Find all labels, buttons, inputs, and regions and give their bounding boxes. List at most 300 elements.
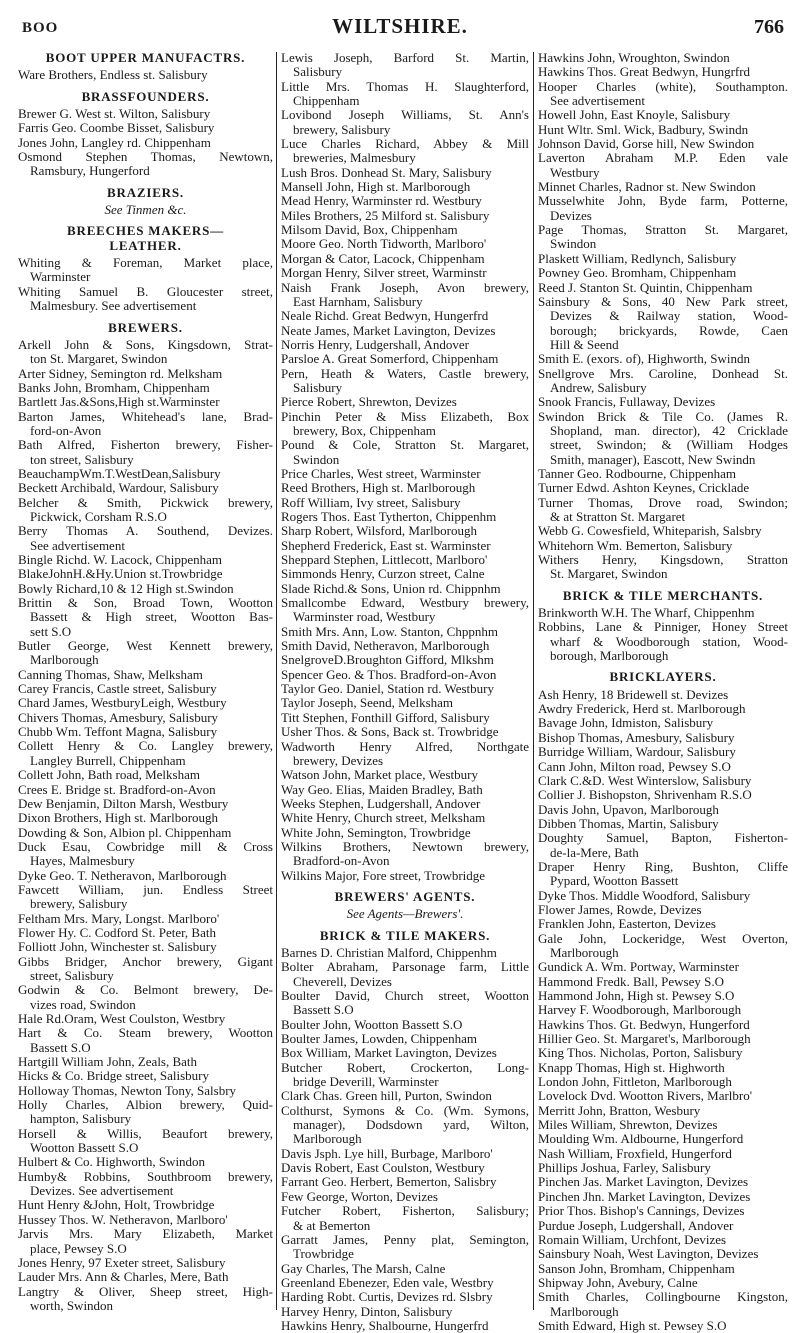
directory-entry (538, 295, 788, 352)
entry-line: Humby& Robbins, Southbroom brewery, (18, 1169, 273, 1184)
directory-entry (538, 194, 788, 223)
directory-entry (18, 1198, 273, 1212)
entry-line: Dyke Geo. T. Netheravon, Marlborough (18, 868, 227, 883)
entry-line: Warminster (30, 270, 91, 285)
directory-entry (281, 266, 529, 280)
directory-entry (18, 725, 273, 739)
trade-heading (18, 186, 273, 200)
entry-line: Garratt James, Penny plat, Semington, (281, 1232, 529, 1247)
entry-line: Smith, manager), Eascott, New Swindn (550, 452, 756, 467)
directory-entry (18, 883, 273, 912)
entry-line: Phillips Joshua, Farley, Salisbury (538, 1161, 711, 1176)
directory-entry (538, 1319, 788, 1333)
entry-line: Bath Alfred, Fisherton brewery, Fisher- (18, 438, 273, 453)
entry-line: Malmesbury. See advertisement (30, 299, 197, 314)
directory-entry (281, 324, 529, 338)
entry-line: Smallcombe Edward, Westbury brewery, (281, 596, 529, 611)
entry-line: & at Bemerton (293, 1218, 371, 1233)
entry-line: Chard James, WestburyLeigh, Westbury (18, 696, 227, 711)
entry-line: London John, Fittleton, Marlborough (538, 1075, 732, 1090)
entry-line: Lauder Mrs. Ann & Charles, Mere, Bath (18, 1270, 229, 1285)
entry-line: Hillier Geo. St. Margaret's, Marlborough (538, 1032, 751, 1047)
entry-line: Sainsbury Noah, West Lavington, Devizes (538, 1247, 759, 1262)
entry-line: King Thos. Nicholas, Porton, Salisbury (538, 1046, 743, 1061)
entry-line: BRASSFOUNDERS. (81, 88, 210, 104)
directory-entry (538, 702, 788, 716)
directory-entry (18, 797, 273, 811)
trade-heading (281, 890, 529, 904)
directory-entry (281, 1262, 529, 1276)
entry-line: borough, Marlborough (550, 649, 669, 664)
directory-entry (281, 1161, 529, 1175)
entry-line: Swindon (550, 237, 597, 252)
trade-heading (18, 90, 273, 104)
entry-line: Bassett S.O (30, 1040, 91, 1055)
directory-entry (18, 496, 273, 525)
directory-entry (538, 760, 788, 774)
trade-heading (18, 224, 273, 253)
directory-entry (281, 696, 529, 710)
directory-entry (18, 783, 273, 797)
entry-line: Whiting Samuel B. Gloucester street, (18, 284, 273, 299)
entry-line: Neale Richd. Great Bedwyn, Hungerfrd (281, 309, 489, 324)
directory-column-2 (281, 51, 529, 1333)
directory-entry (538, 1247, 788, 1261)
entry-line: Naish Frank Joseph, Avon brewery, (281, 280, 529, 295)
directory-entry (281, 668, 529, 682)
entry-line: Whiting & Foreman, Market place, (18, 256, 273, 271)
directory-entry (538, 731, 788, 745)
entry-line: Pinchin Peter & Miss Elizabeth, Box (281, 409, 529, 424)
entry-line: Hunt Henry &John, Holt, Trowbridge (18, 1198, 215, 1213)
entry-line: brewery, Devizes (293, 753, 384, 768)
directory-entry (18, 1069, 273, 1083)
directory-entry (18, 596, 273, 639)
entry-line: See Agents—Brewers'. (346, 906, 464, 922)
directory-entry (281, 553, 529, 567)
directory-entry (281, 481, 529, 495)
entry-line: borough; brickyards, Rowde, Caen (550, 323, 788, 338)
directory-entry (281, 209, 529, 223)
directory-entry (538, 1161, 788, 1175)
directory-entry (281, 1233, 529, 1262)
entry-line: BlakeJohnH.&Hy.Union st.Trowbridge (18, 567, 223, 582)
directory-entry (538, 1075, 788, 1089)
entry-line: Hartgill William John, Zeals, Bath (18, 1055, 198, 1070)
directory-entry (281, 1089, 529, 1103)
directory-entry (281, 367, 529, 396)
directory-entry (281, 1190, 529, 1204)
directory-entry (538, 1032, 788, 1046)
entry-line: Brinkworth W.H. The Wharf, Chippenhm (538, 606, 755, 621)
directory-entry (538, 860, 788, 889)
entry-line: Andrew, Salisbury (550, 380, 647, 395)
entry-line: Tanner Geo. Rodbourne, Chippenham (538, 466, 737, 481)
entry-line: Sheppard Stephen, Littlecott, Marlboro' (281, 553, 488, 568)
entry-line: Prior Thos. Bishop's Cannings, Devizes (538, 1204, 745, 1219)
directory-entry (18, 121, 273, 135)
entry-line: Romain William, Urchfont, Devizes (538, 1232, 727, 1247)
directory-entry (281, 740, 529, 769)
entry-line: Hammond John, High st. Pewsey S.O (538, 989, 735, 1003)
entry-line: Butler George, West Kennett brewery, (18, 639, 273, 654)
entry-line: Smith Mrs. Ann, Low. Stanton, Chppnhm (281, 624, 498, 639)
entry-line: Pierce Robert, Shrewton, Devizes (281, 395, 457, 410)
entry-line: Godwin & Co. Belmont brewery, De- (18, 983, 273, 998)
directory-entry (18, 1084, 273, 1098)
entry-line: Dowding & Son, Albion pl. Chippenham (18, 825, 232, 840)
entry-line: Carey Francis, Castle street, Salisbury (18, 682, 217, 697)
entry-line: sett S.O (30, 624, 72, 639)
directory-entry (538, 932, 788, 961)
directory-entry (281, 725, 529, 739)
entry-line: Crees E. Bridge st. Bradford-on-Avon (18, 782, 216, 797)
directory-entry (281, 826, 529, 840)
directory-entry (281, 237, 529, 251)
entry-line: Hayes, Malmesbury (30, 854, 135, 869)
entry-line: brewery, Box, Chippenham (293, 423, 436, 438)
entry-line: Belcher & Smith, Pickwick brewery, (18, 495, 273, 510)
entry-line: street, Salisbury (30, 968, 114, 983)
entry-line: brewery, Salisbury (293, 122, 391, 137)
entry-line: See advertisement (30, 538, 125, 553)
directory-entry (538, 1089, 788, 1103)
directory-entry (18, 1270, 273, 1284)
entry-line: Smith Edward, High st. Pewsey S.O (538, 1318, 727, 1333)
entry-line: Hawkins Thos. Gt. Bedwyn, Hungerford (538, 1017, 750, 1032)
directory-entry (18, 1170, 273, 1199)
directory-entry (538, 108, 788, 122)
directory-entry (538, 553, 788, 582)
directory-entry (538, 1018, 788, 1032)
entry-line: Bolter Abraham, Parsonage farm, Little (281, 960, 529, 975)
trade-heading (281, 929, 529, 943)
entry-line: Gale John, Lockeridge, West Overton, (538, 931, 788, 946)
entry-line: place, Pewsey S.O (30, 1241, 127, 1256)
entry-line: Smith Charles, Collingbourne Kingston, (538, 1290, 788, 1305)
entry-line: Smith David, Netheravon, Marlborough (281, 639, 490, 654)
entry-line: Jones John, Langley rd. Chippenham (18, 135, 211, 150)
entry-line: Roff William, Ivy street, Salisbury (281, 495, 461, 510)
entry-line: Draper Henry Ring, Bushton, Cliffe (538, 859, 788, 874)
directory-entry (281, 625, 529, 639)
entry-line: worth, Swindon (30, 1298, 114, 1313)
entry-line: Devizes & Railway station, Wood- (550, 309, 788, 324)
entry-line: Harvey Henry, Dinton, Salisbury (281, 1304, 453, 1319)
directory-entry (281, 1018, 529, 1032)
entry-line: de-la-Mere, Bath (550, 845, 639, 860)
directory-entry (18, 1155, 273, 1169)
entry-line: Burridge William, Wardour, Salisbury (538, 745, 736, 760)
directory-entry (18, 338, 273, 367)
entry-line: Powney Geo. Bromham, Chippenham (538, 266, 737, 281)
entry-line: Wilkins Brothers, Newtown brewery, (281, 839, 529, 854)
entry-line: Collett John, Bath road, Melksham (18, 768, 200, 783)
entry-line: BREECHES MAKERS— (67, 223, 224, 239)
directory-entry (281, 166, 529, 180)
column-divider (533, 52, 534, 1310)
entry-line: Hooper Charles (white), Southampton. (538, 79, 788, 94)
entry-line: Rogers Thos. East Tytherton, Chippenhm (281, 510, 497, 524)
entry-line: See Tinmen &c. (104, 202, 187, 218)
entry-line: Horsell & Willis, Beaufort brewery, (18, 1126, 273, 1141)
directory-entry (281, 410, 529, 439)
directory-entry (538, 367, 788, 396)
entry-line: Doughty Samuel, Bapton, Fisherton- (538, 831, 788, 846)
entry-line: Ramsbury, Hungerford (30, 164, 150, 179)
directory-entry (18, 682, 273, 696)
directory-entry (281, 1276, 529, 1290)
directory-entry (18, 395, 273, 409)
entry-line: Futcher Robert, Fisherton, Salisbury; (281, 1204, 529, 1219)
directory-entry (281, 438, 529, 467)
entry-line: bridge Deverill, Warminster (293, 1075, 439, 1090)
entry-line: Langtry & Oliver, Sheep street, High- (18, 1284, 273, 1299)
directory-entry (538, 180, 788, 194)
directory-entry (281, 653, 529, 667)
entry-line: Page Thomas, Stratton St. Margaret, (538, 223, 788, 238)
entry-line: Marlborough (550, 1304, 619, 1319)
entry-line: manager), Dodsdown yard, Wilton, (293, 1118, 529, 1133)
directory-entry (281, 1046, 529, 1060)
directory-entry (18, 582, 273, 596)
directory-entry (281, 352, 529, 366)
entry-line: Taylor Geo. Daniel, Station rd. Westbury (281, 682, 494, 697)
entry-line: Farris Geo. Coombe Bisset, Salisbury (18, 121, 215, 136)
directory-entry (538, 1219, 788, 1233)
entry-line: Barton James, Whitehead's lane, Brad- (18, 409, 273, 424)
entry-line: Hill & Seend (550, 337, 619, 352)
directory-entry (538, 281, 788, 295)
entry-line: St. Margaret, Swindon (550, 567, 668, 582)
directory-entry (281, 194, 529, 208)
directory-entry (281, 768, 529, 782)
directory-entry (281, 496, 529, 510)
directory-entry (281, 252, 529, 266)
directory-entry (18, 639, 273, 668)
entry-line: LEATHER. (109, 237, 182, 253)
entry-line: BRICKLAYERS. (609, 669, 717, 685)
entry-line: Hawkins Thos. Great Bedwyn, Hungrfrd (538, 65, 751, 80)
directory-entry (18, 926, 273, 940)
entry-line: Jarvis Mrs. Mary Elizabeth, Market (18, 1227, 273, 1242)
entry-line: Wilkins Major, Fore street, Trowbridge (281, 868, 486, 883)
directory-entry (281, 1147, 529, 1161)
entry-line: Minnet Charles, Radnor st. New Swindon (538, 180, 756, 195)
entry-line: Flower Hy. C. Codford St. Peter, Bath (18, 925, 216, 940)
directory-entry (281, 137, 529, 166)
entry-line: Bassett S.O (293, 1003, 354, 1018)
entry-line: Laverton Abraham M.P. Eden vale (538, 151, 788, 166)
directory-entry (281, 567, 529, 581)
entry-line: Chippenham (293, 94, 360, 109)
entry-line: Canning Thomas, Shaw, Melksham (18, 667, 203, 682)
directory-entry (538, 1290, 788, 1319)
entry-line: Watson John, Market place, Westbury (281, 768, 478, 783)
entry-line: Chivers Thomas, Amesbury, Salisbury (18, 710, 219, 725)
directory-entry (281, 639, 529, 653)
entry-line: ford-on-Avon (30, 423, 102, 438)
directory-entry (18, 524, 273, 553)
trade-heading (538, 670, 788, 684)
directory-entry (538, 831, 788, 860)
directory-entry (18, 256, 273, 285)
entry-line: Milsom David, Box, Chippenham (281, 223, 458, 238)
entry-line: Beckett Archibald, Wardour, Salisbury (18, 481, 219, 496)
directory-entry (281, 596, 529, 625)
entry-line: Simmonds Henry, Curzon street, Calne (281, 567, 485, 582)
directory-entry (18, 467, 273, 481)
entry-line: Boulter John, Wootton Bassett S.O (281, 1017, 463, 1032)
entry-line: BRAZIERS. (107, 184, 184, 200)
directory-entry (538, 1061, 788, 1075)
entry-line: Bassett & High street, Wootton Bas- (30, 610, 273, 625)
entry-line: Wootton Bassett S.O (30, 1141, 139, 1156)
directory-entry (538, 266, 788, 280)
directory-entry (18, 567, 273, 581)
directory-entry (538, 960, 788, 974)
directory-entry (18, 739, 273, 768)
directory-entry (538, 716, 788, 730)
entry-line: BRICK & TILE MAKERS. (319, 927, 491, 943)
entry-line: Hart & Co. Steam brewery, Wootton (18, 1026, 273, 1041)
directory-entry (281, 1204, 529, 1233)
entry-line: hampton, Salisbury (30, 1112, 132, 1127)
entry-line: Withers Henry, Kingsdown, Stratton (538, 553, 788, 568)
entry-line: street, Swindon; & (William Hodges (550, 438, 788, 453)
directory-entry (538, 539, 788, 553)
directory-entry (281, 309, 529, 323)
directory-entry (18, 1055, 273, 1069)
directory-entry (538, 1276, 788, 1290)
entry-line: Moore Geo. North Tidworth, Marlboro' (281, 237, 487, 252)
entry-line: Bradford-on-Avon (293, 854, 390, 869)
entry-line: Whitehorn Wm. Bemerton, Salisbury (538, 538, 733, 553)
entry-line: Trowbridge (293, 1247, 354, 1262)
entry-line: Brewer G. West st. Wilton, Salisbury (18, 107, 211, 122)
entry-line: Davis John, Upavon, Marlborough (538, 802, 719, 817)
entry-line: Howell John, East Knoyle, Salisbury (538, 108, 731, 123)
directory-entry (18, 553, 273, 567)
entry-line: BREWERS. (108, 319, 183, 335)
entry-line: Box William, Market Lavington, Devizes (281, 1046, 497, 1061)
entry-line: Devizes (550, 208, 592, 223)
directory-entry (538, 1132, 788, 1146)
entry-line: Taylor Joseph, Seend, Melksham (281, 696, 454, 711)
entry-line: Dyke Thos. Middle Woodford, Salisbury (538, 888, 751, 903)
entry-line: Hussey Thos. W. Netheravon, Marlboro' (18, 1212, 228, 1227)
entry-line: Boulter David, Church street, Wootton (281, 989, 529, 1003)
directory-entry (18, 1098, 273, 1127)
directory-entry (538, 137, 788, 151)
entry-line: Mead Henry, Warminster rd. Westbury (281, 194, 482, 209)
entry-line: Clark C.&D. West Winterslow, Salisbury (538, 773, 752, 788)
entry-line: ton St. Margaret, Swindon (30, 352, 168, 367)
entry-line: Robbins, Lane & Pinniger, Honey Street (538, 620, 788, 635)
directory-entry (18, 912, 273, 926)
entry-line: Gay Charles, The Marsh, Calne (281, 1261, 446, 1276)
directory-entry (538, 889, 788, 903)
directory-entry (18, 1213, 273, 1227)
directory-entry (538, 1104, 788, 1118)
entry-line: Snellgrove Mrs. Caroline, Donhead St. (538, 366, 788, 381)
entry-line: Gundick A. Wm. Portway, Warminster (538, 960, 739, 975)
directory-entry (538, 1204, 788, 1218)
entry-line: Wadworth Henry Alfred, Northgate (281, 739, 529, 754)
entry-line: Titt Stephen, Fonthill Gifford, Salisbury (281, 710, 490, 725)
directory-entry (538, 817, 788, 831)
entry-line: Holly Charles, Albion brewery, Quid- (18, 1098, 273, 1113)
directory-entry (281, 811, 529, 825)
entry-line: Brittin & Son, Broad Town, Wootton (18, 596, 273, 611)
entry-line: & at Stratton St. Margaret (550, 510, 686, 524)
entry-line: Webb G. Cowesfield, Whiteparish, Salsbry (538, 524, 762, 539)
directory-entry (281, 1061, 529, 1090)
directory-entry (281, 338, 529, 352)
entry-line: Nash William, Froxfield, Hungerford (538, 1146, 732, 1161)
directory-entry (18, 1256, 273, 1270)
entry-line: Spencer Geo. & Thos. Bradford-on-Avon (281, 667, 497, 682)
directory-entry (281, 80, 529, 109)
entry-line: Hammond Fredk. Ball, Pewsey S.O (538, 974, 724, 989)
directory-entry (18, 768, 273, 782)
entry-line: BREWERS' AGENTS. (334, 888, 476, 904)
directory-entry (18, 1026, 273, 1055)
entry-line: brewery, Salisbury (30, 897, 128, 912)
entry-line: Jones Henry, 97 Exeter street, Salisbury (18, 1255, 226, 1270)
entry-line: Moulding Wm. Aldbourne, Hungerford (538, 1132, 744, 1147)
directory-entry (538, 989, 788, 1003)
directory-entry (538, 803, 788, 817)
directory-entry (281, 783, 529, 797)
directory-entry (538, 975, 788, 989)
directory-entry (538, 352, 788, 366)
entry-line: Bingle Richd. W. Lacock, Chippenham (18, 553, 222, 567)
directory-entry (281, 989, 529, 1018)
entry-line: Way Geo. Elias, Maiden Bradley, Bath (281, 782, 483, 797)
directory-entry (538, 788, 788, 802)
entry-line: Banks John, Bromham, Chippenham (18, 380, 210, 395)
directory-entry (538, 688, 788, 702)
directory-entry (538, 252, 788, 266)
directory-entry (281, 840, 529, 869)
entry-line: BOOT UPPER MANUFACTRS. (45, 50, 246, 65)
directory-entry (281, 281, 529, 310)
directory-entry (538, 51, 788, 65)
entry-line: Marlborough (30, 653, 99, 668)
entry-line: Pinchen Jas. Market Lavington, Devizes (538, 1175, 749, 1190)
entry-line: Neate James, Market Lavington, Devizes (281, 323, 496, 338)
entry-line: Mansell John, High st. Marlborough (281, 180, 471, 195)
entry-line: Clark Chas. Green hill, Purton, Swindon (281, 1089, 492, 1104)
entry-line: Miles William, Shrewton, Devizes (538, 1118, 718, 1133)
entry-line: Lewis Joseph, Barford St. Martin, (281, 51, 529, 65)
entry-line: Parsloe A. Great Somerford, Chippenham (281, 352, 499, 367)
directory-entry (281, 946, 529, 960)
entry-line: Sainsbury & Sons, 40 New Park street, (538, 294, 788, 309)
entry-line: Greenland Ebenezer, Eden vale, Westbry (281, 1275, 494, 1290)
directory-entry (538, 524, 788, 538)
entry-line: Osmond Stephen Thomas, Newtown, (18, 150, 273, 165)
directory-entry (18, 711, 273, 725)
directory-entry (538, 1175, 788, 1189)
entry-line: Swindon (293, 452, 340, 467)
entry-line: BeauchampWm.T.WestDean,Salisbury (18, 466, 221, 481)
entry-line: Bishop Thomas, Amesbury, Salisbury (538, 730, 735, 745)
directory-entry (281, 510, 529, 524)
page-number: 766 (754, 16, 784, 38)
directory-entry (538, 745, 788, 759)
